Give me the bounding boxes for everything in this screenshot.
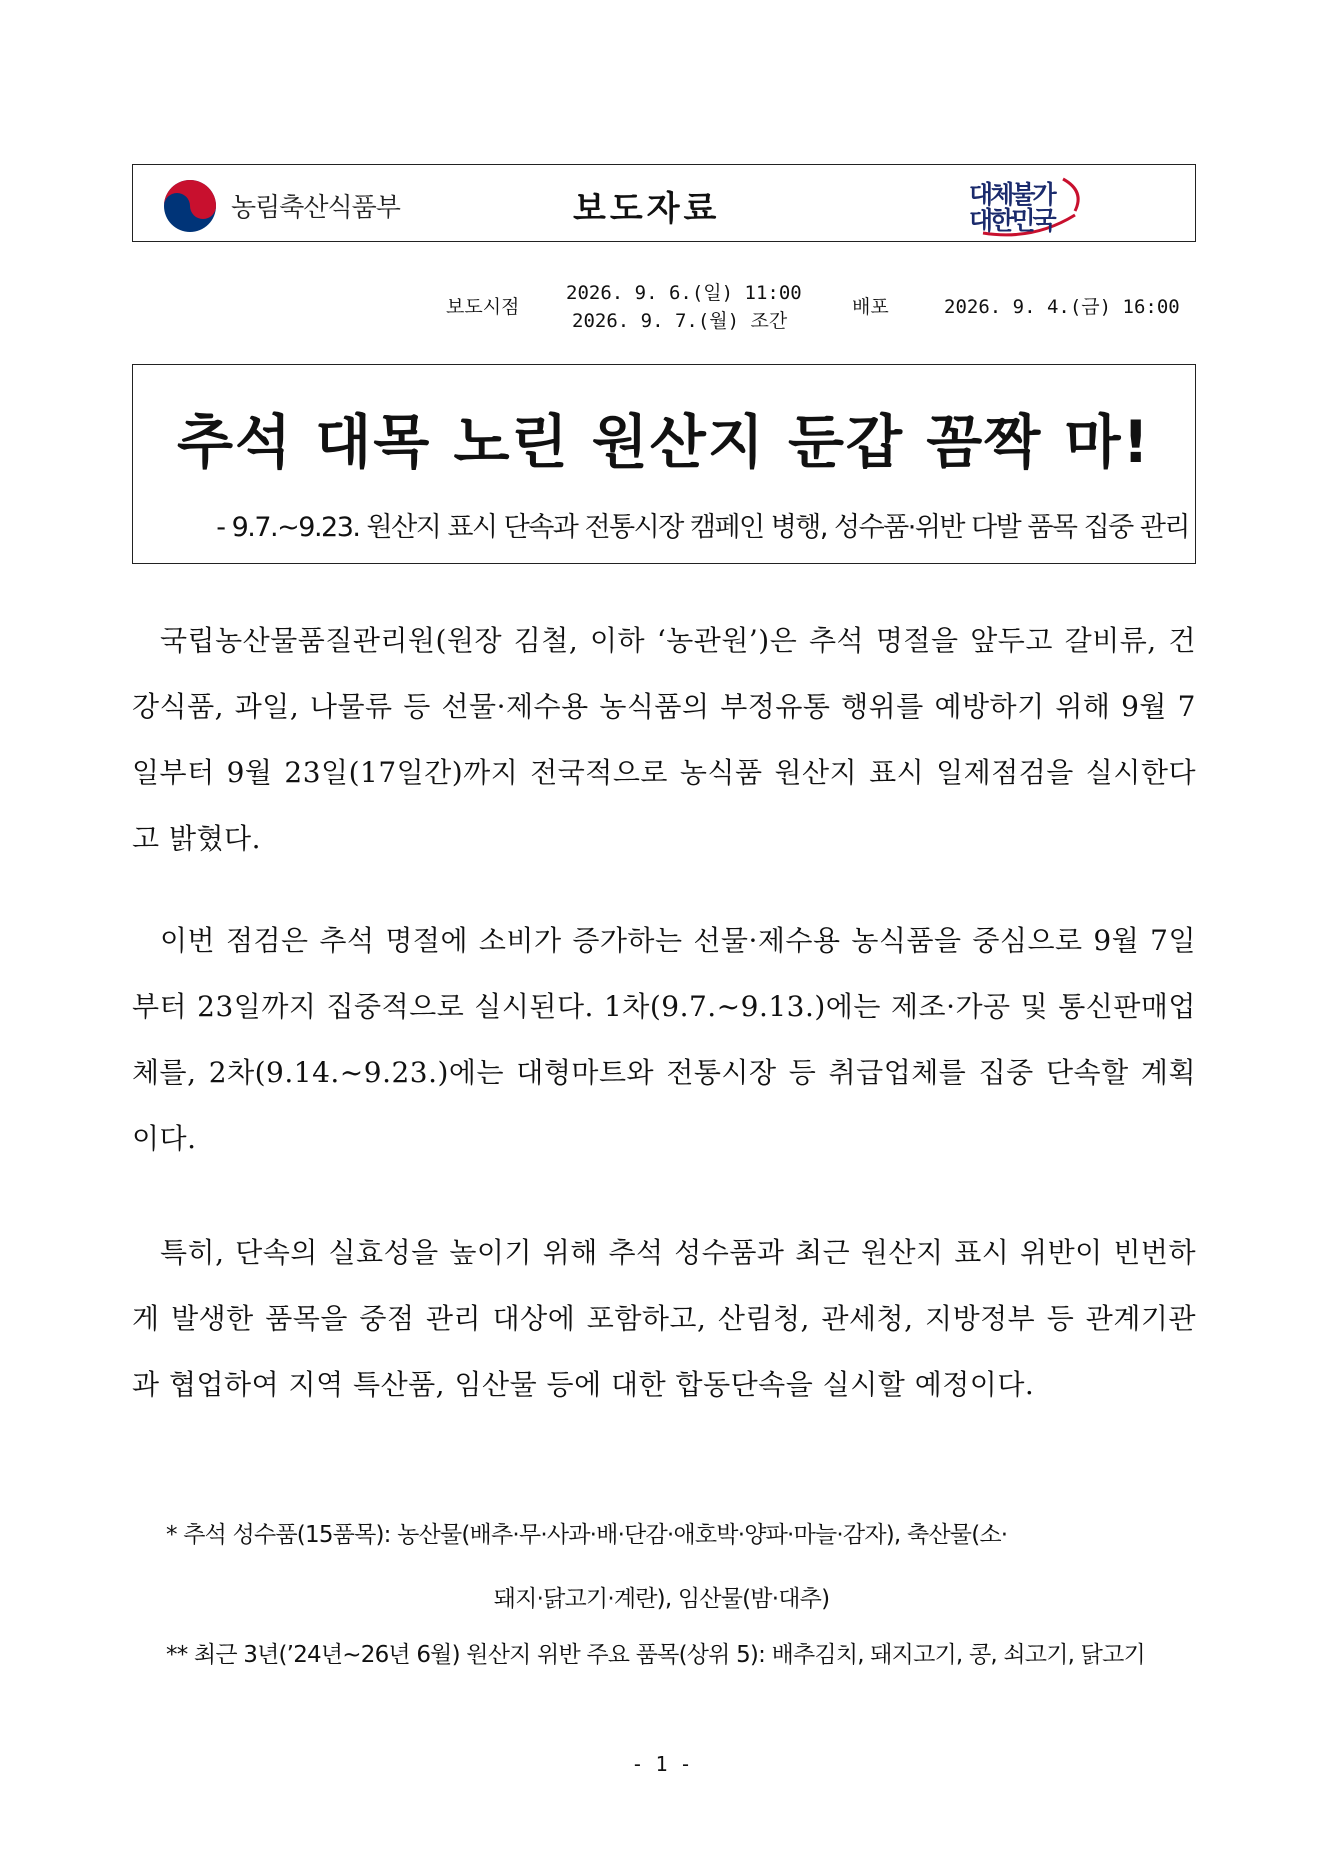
- paragraph-text: 국립농산물품질관리원(원장 김철, 이하 ‘농관원’)은 추석 명절을 앞두고 갈비류, 건강식품, 과일, 나물류 등 선물·제수용 농식품의 부정유통 행위를 예방하기 위해 9월 7일부터 9월 23일(17일간)까지 전국적으로 농식품 원산지 표시 일제점검을 실시한다고 밝혔다.: [132, 624, 1196, 855]
- footnote-1-line-2: 돼지·닭고기·계란), 임산물(밤·대추): [493, 1586, 830, 1612]
- slogan-line-2: 대한민국: [969, 206, 1054, 235]
- paragraph-text: 이번 점검은 추석 명절에 소비가 증가하는 선물·제수용 농식품을 중심으로 9월 7일부터 23일까지 집중적으로 실시된다. 1차(9.7.~9.13.)에는 제조·가공 및 통신판매업체를, 2차(9.14.~9.23.)에는 대형마트와 전통시장 등 취급업체를 집중 단속할 계획이다.: [132, 924, 1196, 1155]
- headline-title: 추석 대목 노린 원산지 둔갑 꼼짝 마!: [177, 408, 1151, 476]
- paragraph-text: 특히, 단속의 실효성을 높이기 위해 추석 성수품과 최근 원산지 표시 위반이 빈번하게 발생한 품목을 중점 관리 대상에 포함하고, 산림청, 관세청, 지방정부 등 관계기관과 협업하여 지역 특산품, 임산물 등에 대한 합동단속을 실시할 예정이다.: [132, 1236, 1196, 1401]
- release-info: [0, 278, 1323, 332]
- press-release-title: 보도자료: [573, 189, 721, 229]
- headline-box: [132, 364, 1196, 564]
- release-date-1: 2026. 9. 6.(일) 11:00: [566, 282, 802, 304]
- release-date-2: 2026. 9. 7.(월) 조간: [572, 310, 788, 332]
- ministry-name: 농림축산식품부: [231, 193, 400, 223]
- distribution-label: 배포: [852, 296, 889, 318]
- body-paragraph: [132, 1220, 1196, 1418]
- footnote-2: ** 최근 3년(’24년~26년 6월) 원산지 위반 주요 품목(상위 5): 배추김치, 돼지고기, 콩, 쇠고기, 닭고기: [166, 1642, 1145, 1668]
- distribution-date: 2026. 9. 4.(금) 16:00: [944, 296, 1180, 318]
- slogan-line-1: 대체불가: [969, 180, 1054, 209]
- release-time-label: 보도시점: [446, 296, 520, 318]
- headline-subtitle: - 9.7.~9.23. 원산지 표시 단속과 전통시장 캠페인 병행, 성수품·위반 다발 품목 집중 관리: [216, 512, 1189, 543]
- page-number: - 1 -: [631, 1752, 692, 1776]
- government-emblem-icon: [163, 179, 217, 233]
- footnote-1-line-1: * 추석 성수품(15품목): 농산물(배추·무·사과·배·단감·애호박·양파·마늘·감자), 축산물(소·: [166, 1522, 1008, 1548]
- slogan-logo: [963, 171, 1093, 237]
- body-paragraph: [132, 908, 1196, 1172]
- header-box: [132, 164, 1196, 242]
- body-paragraph: [132, 608, 1196, 872]
